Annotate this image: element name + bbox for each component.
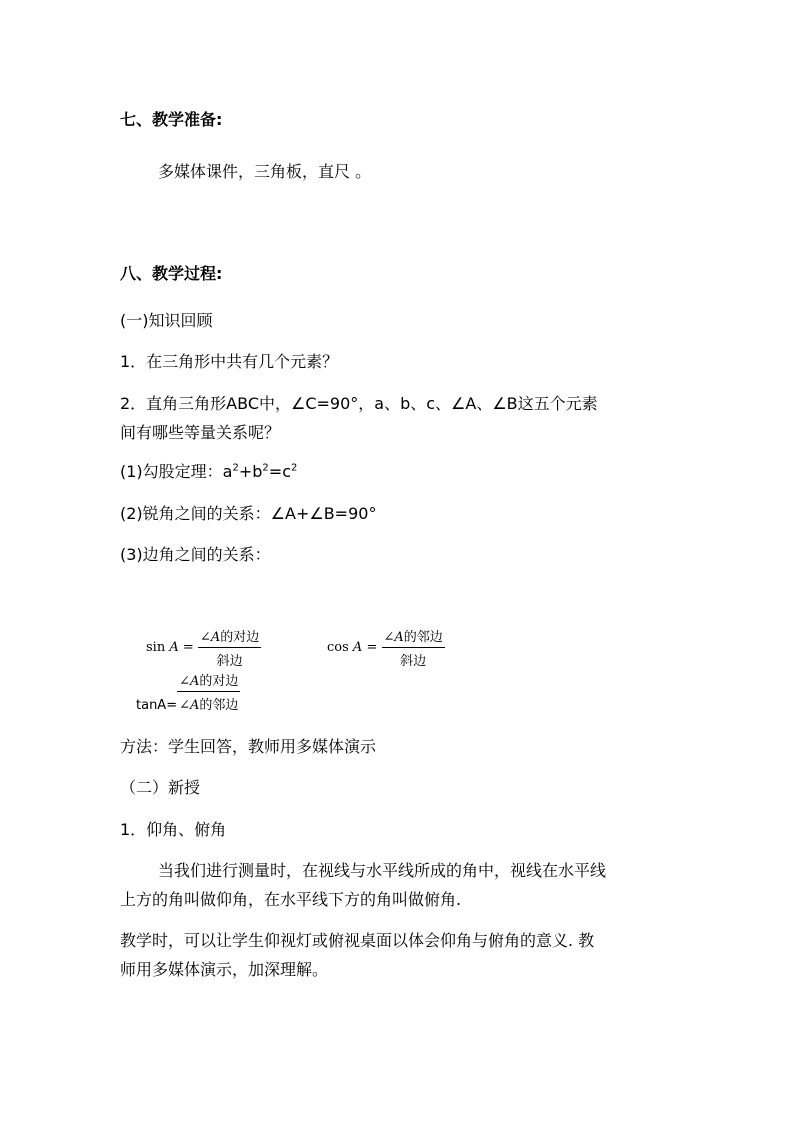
sin-fraction	[198, 626, 261, 669]
cos-lhs: cos A =	[327, 640, 378, 655]
pythagorean-relation	[120, 462, 297, 482]
cos-formula	[327, 626, 445, 669]
question-2-line2: 间有哪些等量关系呢？	[120, 423, 281, 442]
tan-denominator: ∠A的邻边	[179, 698, 239, 713]
review-title: (一)知识回顾	[120, 311, 213, 330]
section8-heading: 八、教学过程:	[120, 264, 223, 283]
method-line: 方法：学生回答，教师用多媒体演示	[120, 737, 377, 756]
pythagorean-prefix: (1)勾股定理：a	[120, 462, 233, 481]
side-angle-relation-title: (3)边角之间的关系：	[120, 545, 271, 564]
cos-denominator: 斜边	[400, 654, 427, 669]
question-1: 1．在三角形中共有几个元素？	[120, 352, 339, 371]
tan-numerator: ∠A的对边	[177, 670, 240, 692]
sin-lhs: sin A =	[146, 640, 194, 655]
question-2-line1: 2．直角三角形ABC中，∠C=90°，a、b、c、∠A、∠B这五个元素	[120, 394, 598, 413]
paragraph1-line1: 当我们进行测量时，在视线与水平线所成的角中，视线在水平线	[158, 861, 607, 880]
new-lesson-title: （二）新授	[120, 778, 201, 797]
item-1-title: 1．仰角、俯角	[120, 820, 227, 839]
tan-lhs: tanA=	[136, 698, 178, 713]
sin-denominator: 斜边	[216, 654, 243, 669]
tan-formula	[136, 670, 240, 713]
paragraph2-line1: 教学时，可以让学生仰视灯或俯视桌面以体会仰角与俯角的意义. 教	[120, 931, 595, 950]
acute-angle-relation: (2)锐角之间的关系：∠A+∠B=90°	[120, 504, 377, 523]
tan-fraction	[177, 670, 240, 713]
pythagorean-plus: +b	[238, 462, 263, 481]
exponent: 2	[232, 462, 239, 474]
section7-heading: 七、教学准备:	[120, 110, 223, 129]
paragraph2-line2: 师用多媒体演示，加深理解。	[120, 960, 329, 979]
pythagorean-eq: =c	[268, 462, 291, 481]
cos-fraction	[382, 626, 445, 669]
paragraph1-line2: 上方的角叫做仰角，在水平线下方的角叫做俯角.	[120, 890, 462, 909]
sin-numerator: ∠A的对边	[198, 626, 261, 648]
exponent: 2	[262, 462, 269, 474]
section7-body: 多媒体课件，三角板，直尺 。	[158, 162, 372, 181]
sin-formula	[146, 626, 261, 669]
cos-numerator: ∠A的邻边	[382, 626, 445, 648]
exponent: 2	[291, 462, 298, 474]
